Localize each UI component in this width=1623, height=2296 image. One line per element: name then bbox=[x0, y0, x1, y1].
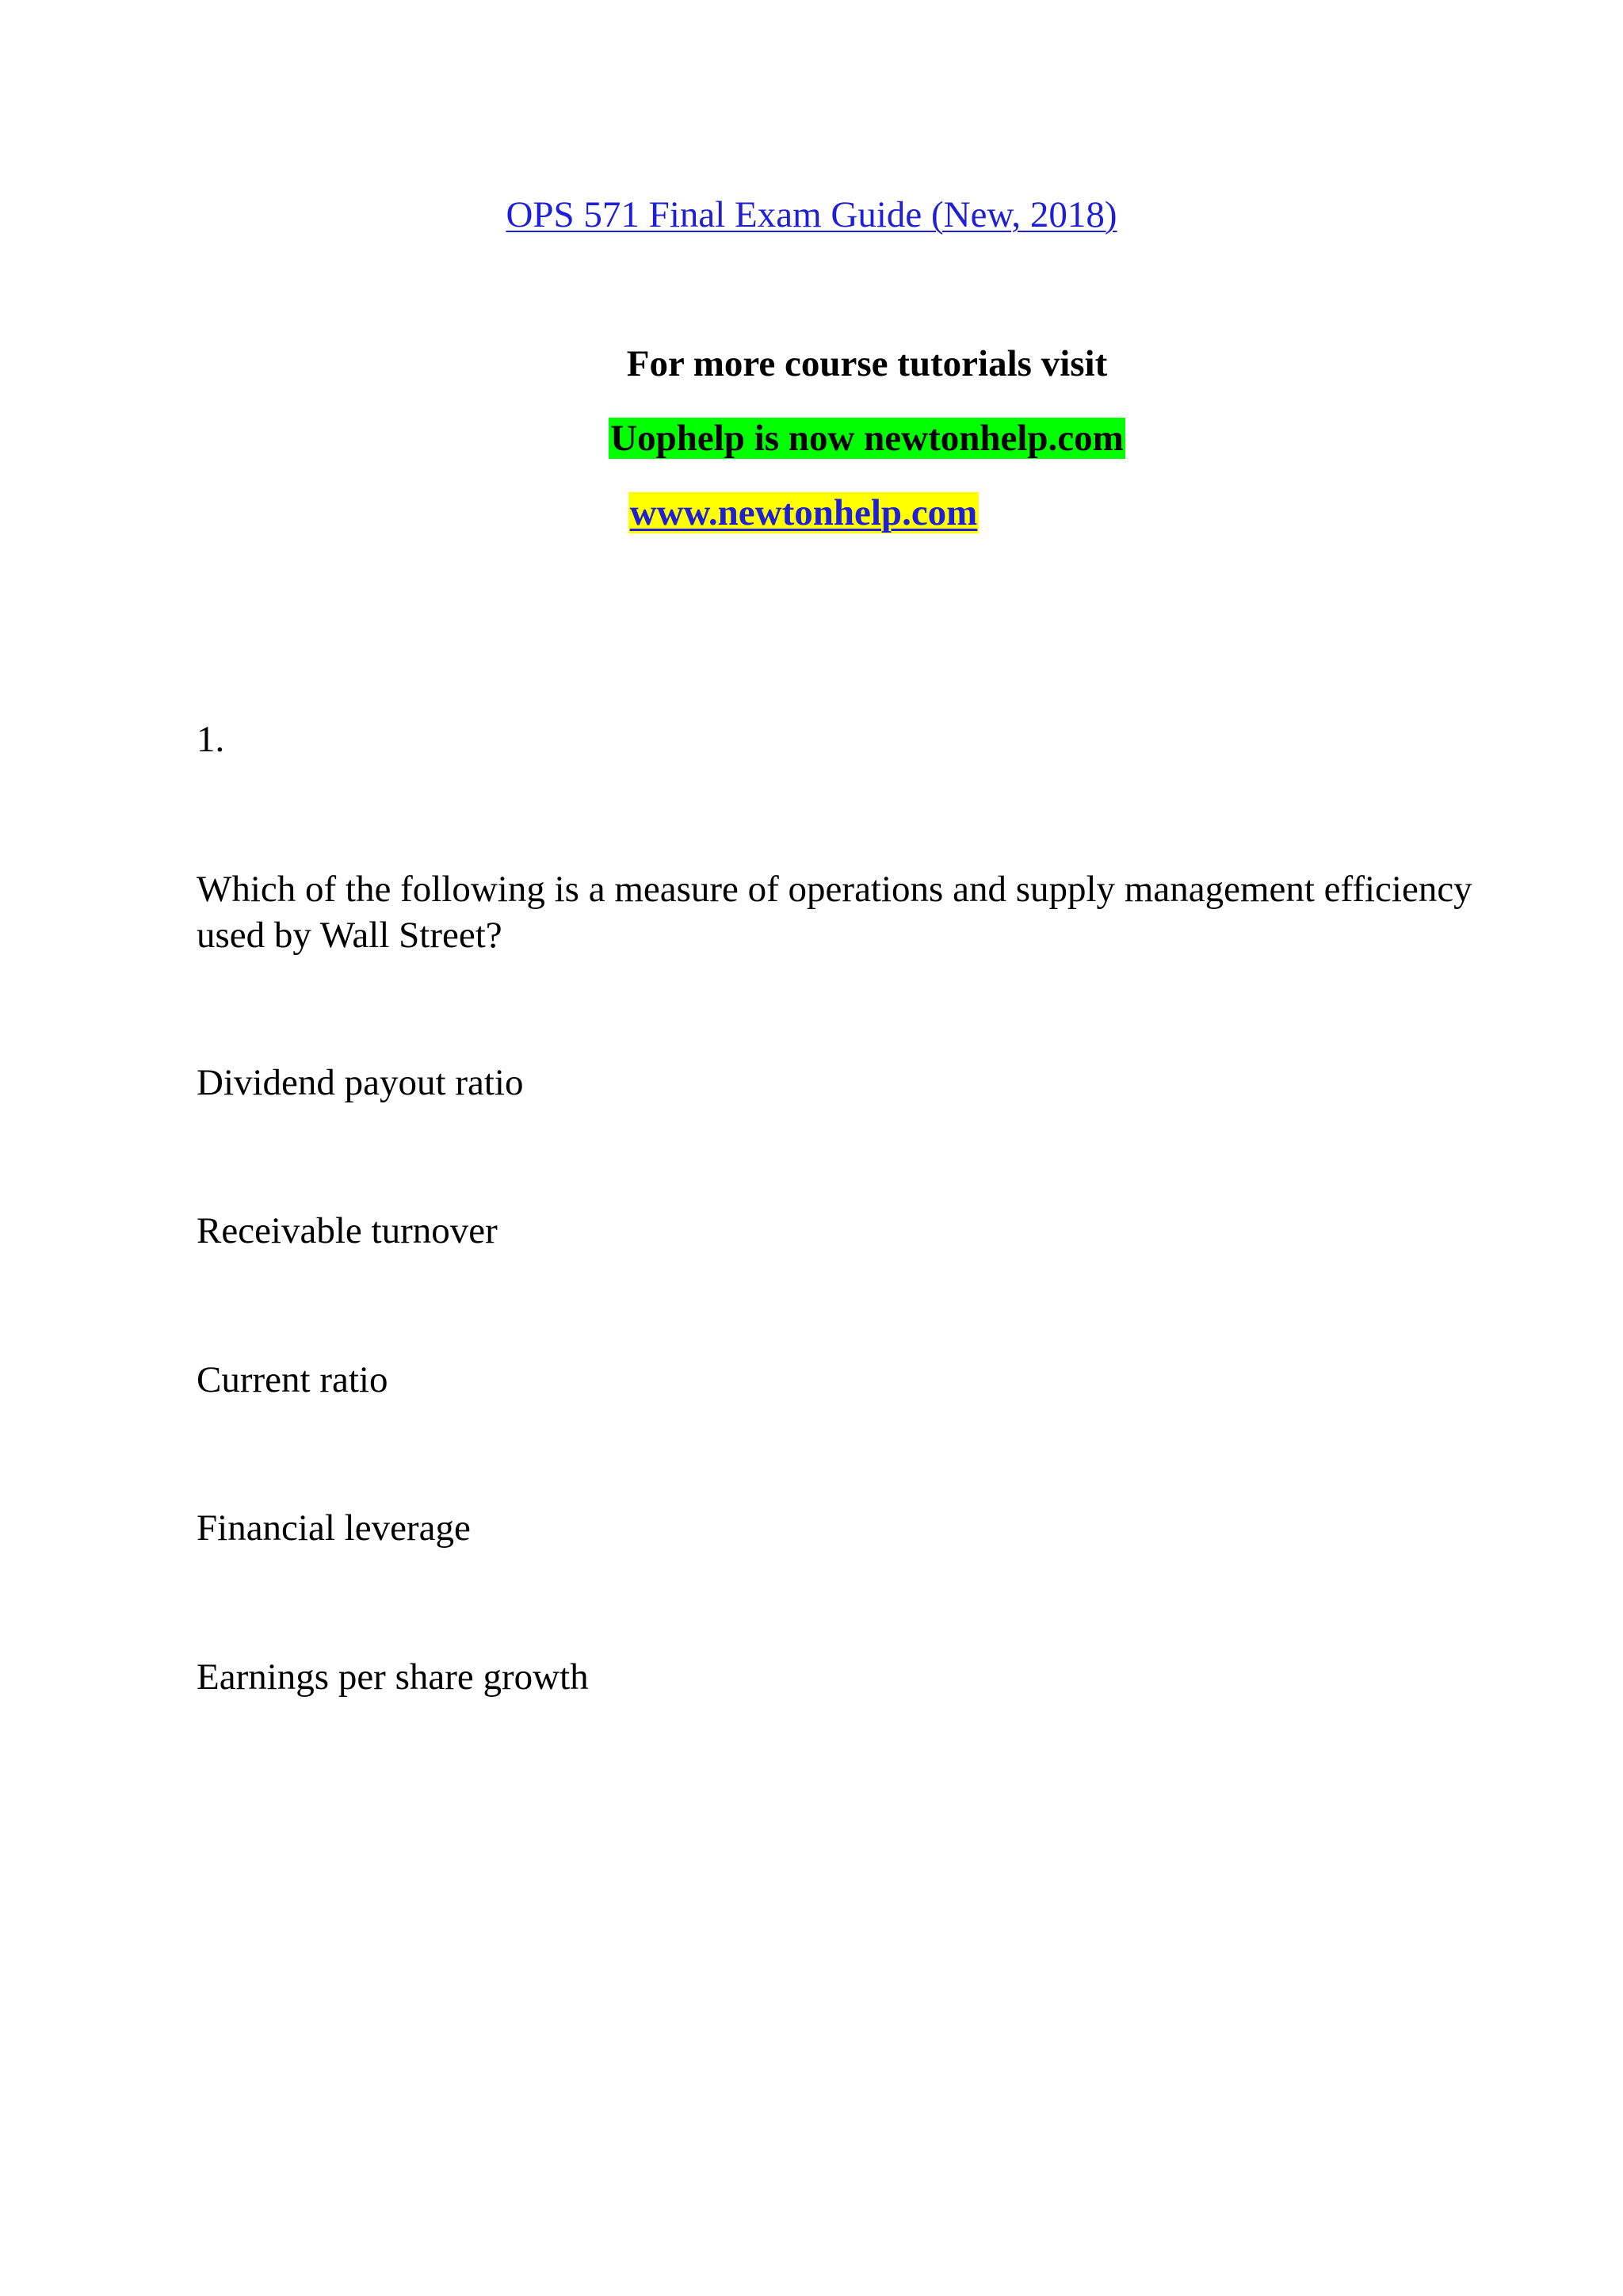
newtonhelp-link[interactable]: www.newtonhelp.com bbox=[629, 492, 978, 533]
answer-option: Financial leverage bbox=[197, 1507, 471, 1549]
title-link[interactable]: OPS 571 Final Exam Guide (New, 2018) bbox=[506, 194, 1117, 235]
promo-highlight-text: Uophelp is now newtonhelp.com bbox=[610, 418, 1124, 459]
promo-line: For more course tutorials visit bbox=[626, 343, 1108, 384]
document-title bbox=[0, 193, 1623, 236]
answer-option: Dividend payout ratio bbox=[197, 1062, 524, 1103]
question-number: 1. bbox=[197, 719, 225, 760]
promo-link-line bbox=[0, 491, 1607, 534]
answer-option: Current ratio bbox=[197, 1359, 388, 1400]
answer-option: Receivable turnover bbox=[197, 1210, 498, 1251]
answer-option: Earnings per share growth bbox=[197, 1656, 589, 1698]
promo-highlight bbox=[0, 417, 1623, 460]
question-text: Which of the following is a measure of operations and supply management efficiency used by Wall Street? bbox=[197, 869, 1472, 956]
